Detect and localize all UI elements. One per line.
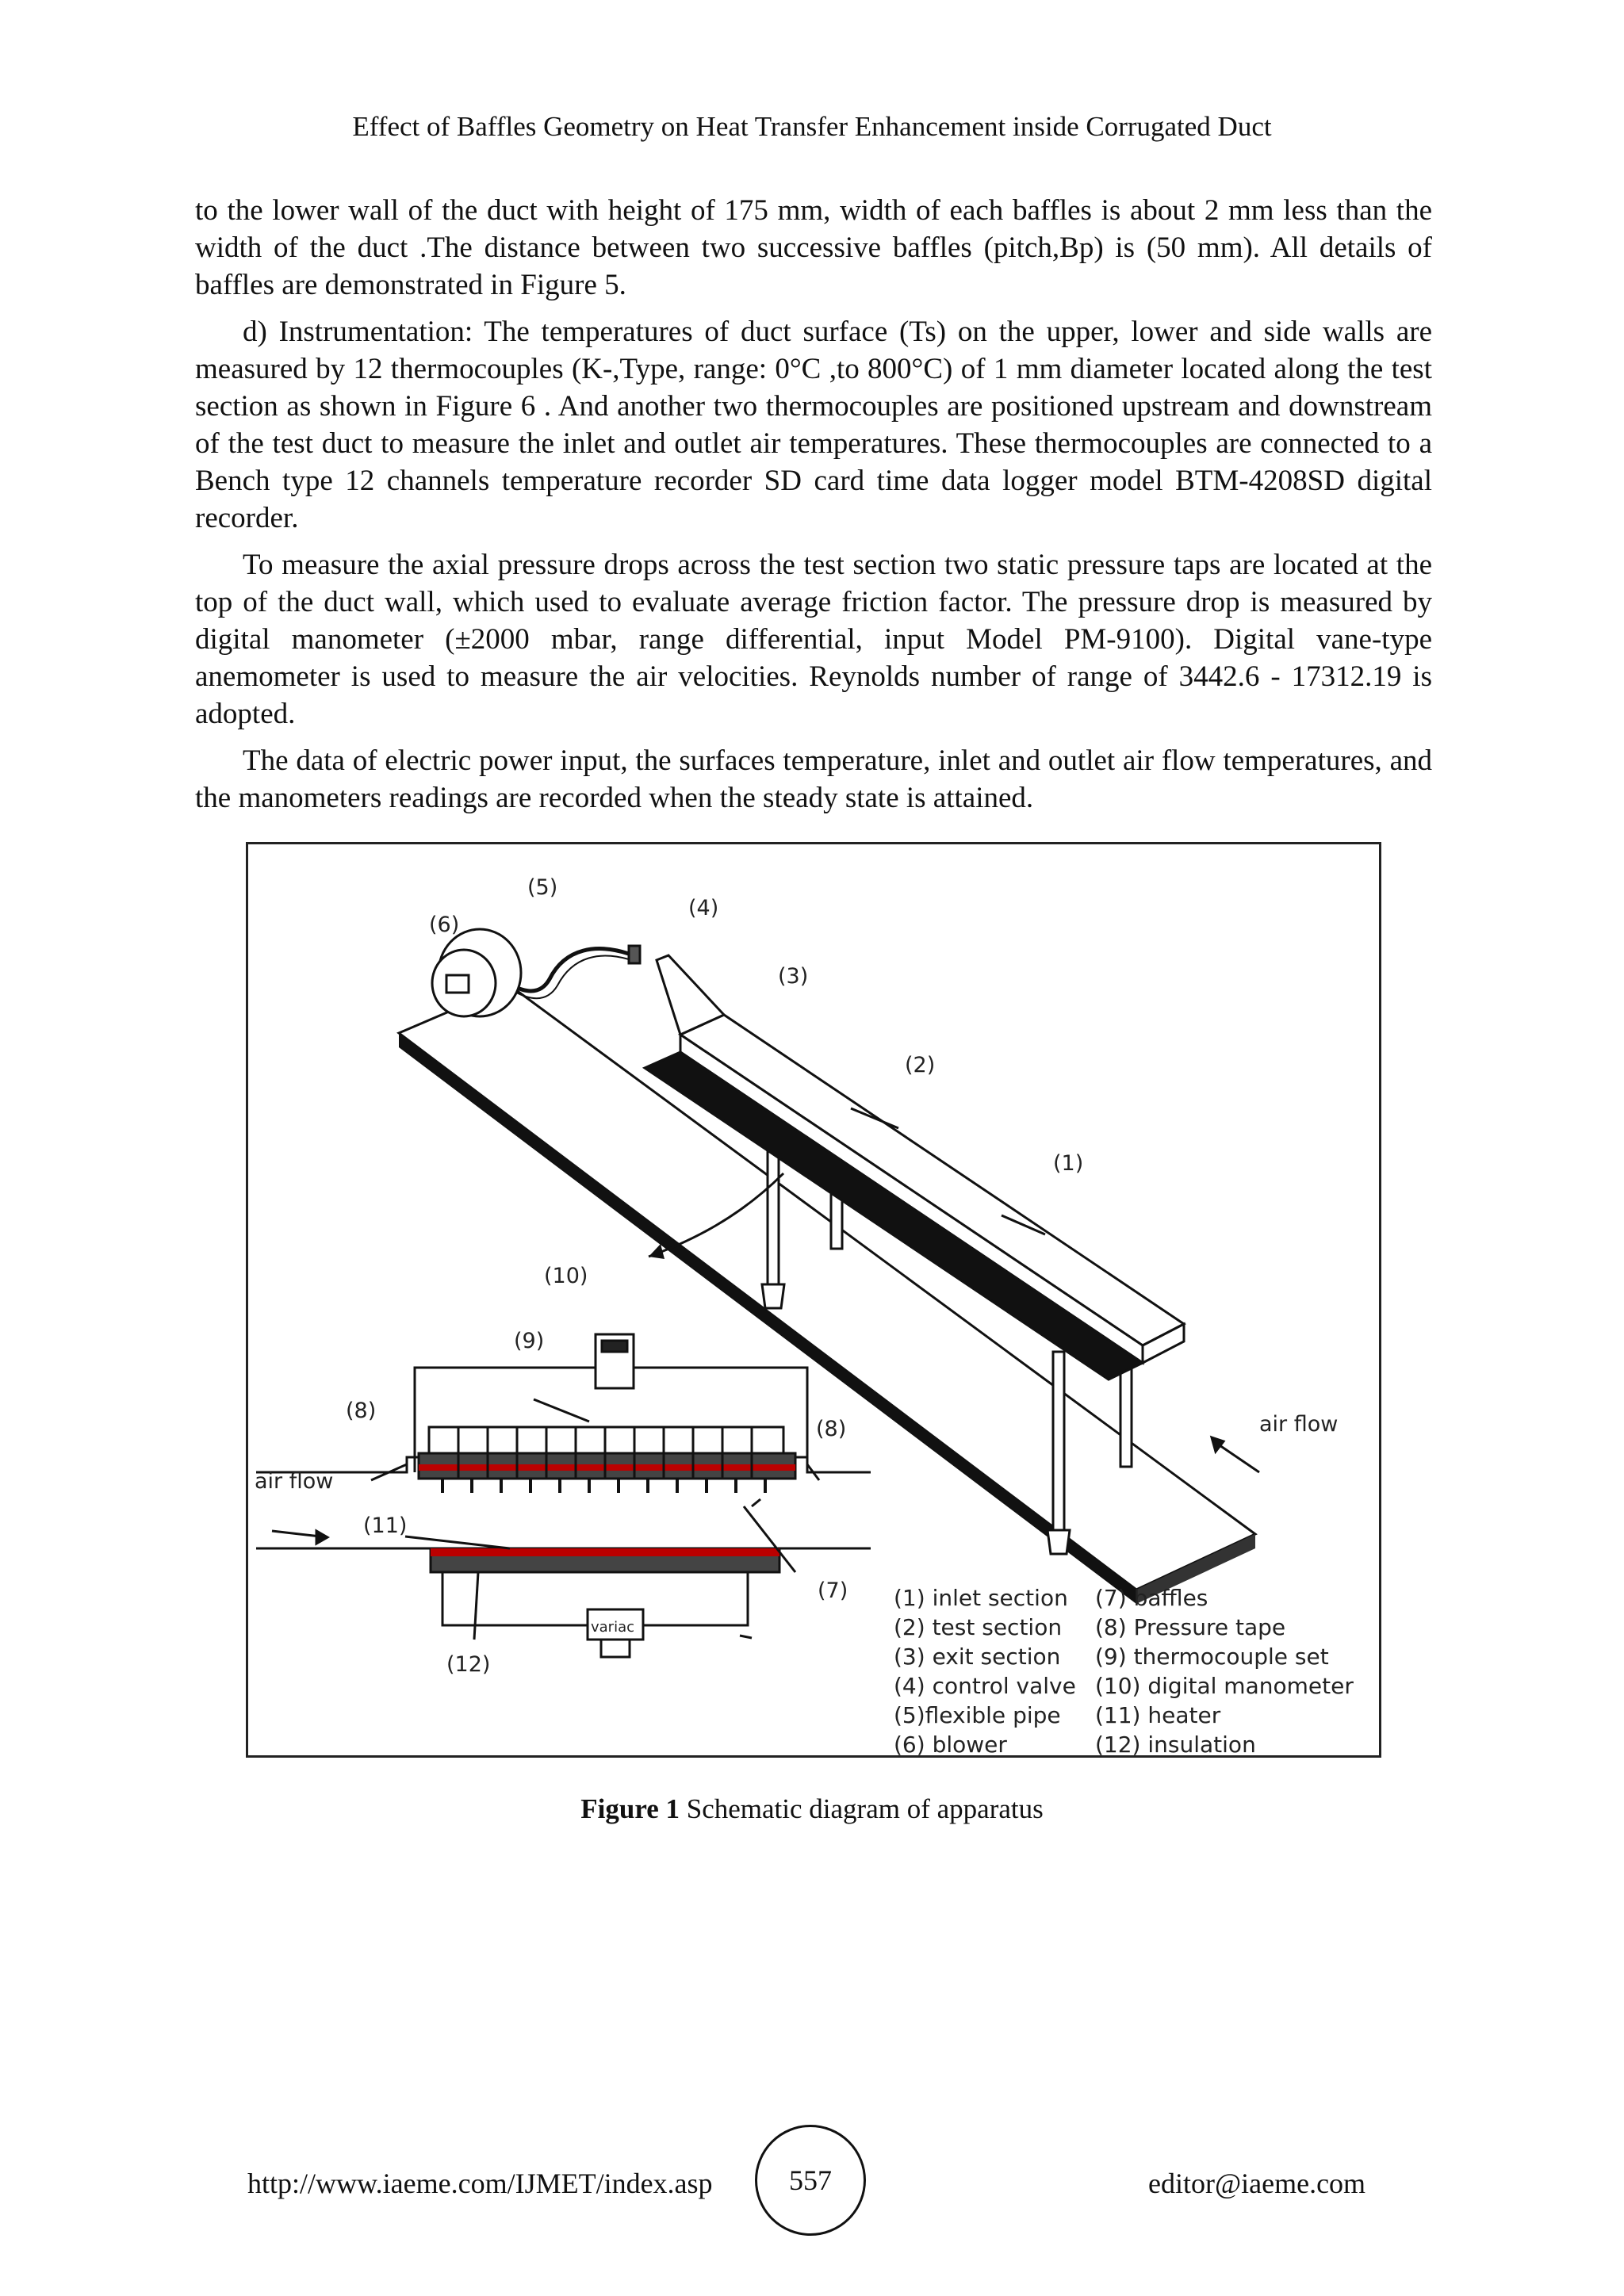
legend-item: (11) heater: [1095, 1702, 1221, 1728]
label-12: (12): [446, 1652, 491, 1677]
legend-item: (1) inlet section: [894, 1585, 1068, 1611]
legend-item: (10) digital manometer: [1095, 1673, 1354, 1699]
legend-item: (2) test section: [894, 1614, 1063, 1640]
label-2: (2): [905, 1053, 936, 1077]
label-10: (10): [544, 1264, 588, 1288]
paragraph: The data of electric power input, the surfaces temperature, inlet and outlet air flow temperatures, and the manometers readings are recorded when the steady state is attained.: [195, 744, 1432, 814]
page-number: [755, 2125, 866, 2236]
legend-item: (6) blower: [894, 1732, 1007, 1755]
legend-item: (9) thermocouple set: [1095, 1644, 1329, 1670]
figure-caption: [0, 1793, 1624, 1825]
label-3: (3): [778, 964, 809, 989]
footer-url[interactable]: http://www.iaeme.com/IJMET/index.asp: [247, 2168, 713, 2199]
detail-arrow-head: [649, 1244, 665, 1259]
label-8-left: (8): [346, 1399, 377, 1423]
blower: [432, 929, 521, 1016]
label-9: (9): [514, 1329, 545, 1353]
label-8-right: (8): [816, 1417, 847, 1441]
label-6: (6): [429, 913, 460, 937]
paragraph: to the lower wall of the duct with height of 175 mm, width of each baffles is about 2 mm less than the width of the duct .The distance between two successive baffles (pitch,Bp) is (50 mm). All details of baffles are demonstrated in Figure 5.: [195, 194, 1432, 301]
apparatus-diagram: [248, 844, 1379, 1755]
running-header: Effect of Baffles Geometry on Heat Transfer Enhancement inside Corrugated Duct: [352, 111, 1272, 142]
label-7: (7): [818, 1578, 848, 1603]
legend-item: (5)flexible pipe: [894, 1702, 1061, 1728]
caption-label: Figure 1: [580, 1793, 680, 1824]
legend-item: (3) exit section: [894, 1644, 1061, 1670]
body-text: [195, 192, 1432, 826]
caption-text: Schematic diagram of apparatus: [686, 1793, 1044, 1824]
air-flow-left: air flow: [255, 1469, 334, 1494]
legend-item: (4) control valve: [894, 1673, 1076, 1699]
paragraph: To measure the axial pressure drops across the test section two static pressure taps are located at the top of the duct wall, which used to evaluate average friction factor. The pressure drop is measured by digital manometer (±2000 mbar, range differential, input Model PM-9100). Digital vane-type anemometer is used to measure the air velocities. Reynolds number of range of 3442.6 - 17312.19 is adopted.: [195, 549, 1432, 730]
legend: [894, 1585, 1354, 1755]
air-flow-right: air flow: [1259, 1412, 1339, 1437]
legend-item: (7) baffles: [1095, 1585, 1208, 1611]
legend-item: (8) Pressure tape: [1095, 1614, 1286, 1640]
figure-apparatus: [246, 842, 1381, 1758]
label-1: (1): [1053, 1151, 1084, 1176]
footer-email[interactable]: editor@iaeme.com: [1148, 2168, 1366, 2199]
label-5: (5): [527, 875, 558, 900]
label-11: (11): [363, 1513, 408, 1538]
page-number-text: 557: [789, 2164, 832, 2196]
paragraph: d) Instrumentation: The temperatures of duct surface (Ts) on the upper, lower and side walls are measured by 12 thermocouples (K-,Type, range: 0°C ,to 800°C) of 1 mm diameter located along the test section as shown in Figure 6 . And another two thermocouples are positioned upstream and downstream of the test duct to measure the inlet and outlet air temperatures. These thermocouples are connected to a Bench type 12 channels temperature recorder SD card time data logger model BTM-4208SD digital recorder.: [195, 316, 1432, 534]
label-4: (4): [688, 896, 719, 920]
legend-item: (12) insulation: [1095, 1732, 1256, 1755]
variac-label: variac: [591, 1619, 635, 1636]
